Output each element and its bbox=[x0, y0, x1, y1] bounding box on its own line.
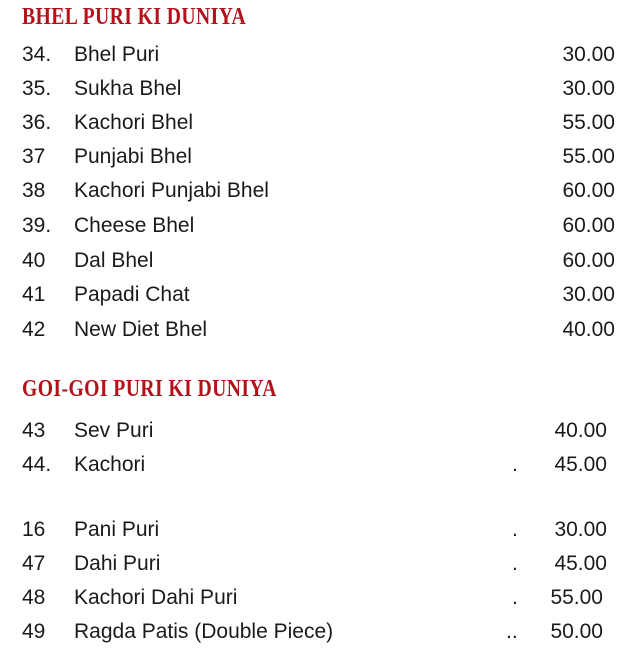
menu-item bbox=[0, 515, 627, 545]
item-number: 37 bbox=[22, 145, 46, 168]
item-price: 30.00 bbox=[562, 43, 615, 66]
item-number: 47 bbox=[22, 552, 46, 575]
item-number: 39. bbox=[22, 214, 52, 237]
item-number: 16 bbox=[22, 518, 46, 541]
menu-item bbox=[0, 176, 627, 206]
item-number: 36. bbox=[22, 111, 52, 134]
item-name: Pani Puri bbox=[74, 518, 160, 541]
item-leader-dots: . bbox=[512, 453, 518, 476]
item-price: 45.00 bbox=[554, 552, 607, 575]
menu-item bbox=[0, 416, 627, 446]
item-number: 40 bbox=[22, 249, 46, 272]
item-number: 35. bbox=[22, 77, 52, 100]
item-name: Dal Bhel bbox=[74, 249, 154, 272]
item-name: Punjabi Bhel bbox=[74, 145, 192, 168]
item-name: Kachori Bhel bbox=[74, 111, 194, 134]
item-name: Sev Puri bbox=[74, 419, 154, 442]
item-price: 50.00 bbox=[550, 620, 603, 643]
item-name: New Diet Bhel bbox=[74, 318, 208, 341]
item-number: 44. bbox=[22, 453, 52, 476]
item-leader-dots: . bbox=[512, 586, 518, 609]
menu-item bbox=[0, 549, 627, 579]
menu-item bbox=[0, 315, 627, 345]
item-number: 48 bbox=[22, 586, 46, 609]
item-name: Kachori bbox=[74, 453, 146, 476]
item-price: 60.00 bbox=[562, 179, 615, 202]
menu-item bbox=[0, 583, 627, 613]
item-number: 41 bbox=[22, 283, 46, 306]
item-price: 55.00 bbox=[562, 145, 615, 168]
section-title-gol-gol-puri: GOI-GOI PURI KI DUNIYA bbox=[22, 376, 277, 402]
item-number: 43 bbox=[22, 419, 46, 442]
item-leader-dots: . bbox=[512, 552, 518, 575]
item-price: 30.00 bbox=[562, 283, 615, 306]
item-name: Kachori Punjabi Bhel bbox=[74, 179, 269, 202]
menu-item bbox=[0, 617, 627, 647]
item-leader-dots: .. bbox=[506, 620, 518, 643]
item-price: 60.00 bbox=[562, 214, 615, 237]
item-number: 38 bbox=[22, 179, 46, 202]
item-price: 30.00 bbox=[554, 518, 607, 541]
item-price: 40.00 bbox=[554, 419, 607, 442]
menu-item bbox=[0, 450, 627, 480]
menu-item bbox=[0, 280, 627, 310]
menu-item bbox=[0, 211, 627, 241]
section-title-bhel-puri: BHEL PURI KI DUNIYA bbox=[22, 4, 247, 30]
menu-item bbox=[0, 142, 627, 172]
item-name: Papadi Chat bbox=[74, 283, 190, 306]
item-leader-dots: . bbox=[512, 518, 518, 541]
item-number: 34. bbox=[22, 43, 52, 66]
menu-item bbox=[0, 40, 627, 70]
item-name: Cheese Bhel bbox=[74, 214, 195, 237]
item-name: Sukha Bhel bbox=[74, 77, 182, 100]
item-price: 60.00 bbox=[562, 249, 615, 272]
item-number: 42 bbox=[22, 318, 46, 341]
item-price: 30.00 bbox=[562, 77, 615, 100]
item-name: Bhel Puri bbox=[74, 43, 160, 66]
item-name: Dahi Puri bbox=[74, 552, 161, 575]
item-price: 45.00 bbox=[554, 453, 607, 476]
item-name: Kachori Dahi Puri bbox=[74, 586, 238, 609]
menu-item bbox=[0, 74, 627, 104]
menu-item bbox=[0, 246, 627, 276]
menu-item bbox=[0, 108, 627, 138]
item-price: 55.00 bbox=[562, 111, 615, 134]
item-price: 40.00 bbox=[562, 318, 615, 341]
item-number: 49 bbox=[22, 620, 46, 643]
item-name: Ragda Patis (Double Piece) bbox=[74, 620, 334, 643]
item-price: 55.00 bbox=[550, 586, 603, 609]
